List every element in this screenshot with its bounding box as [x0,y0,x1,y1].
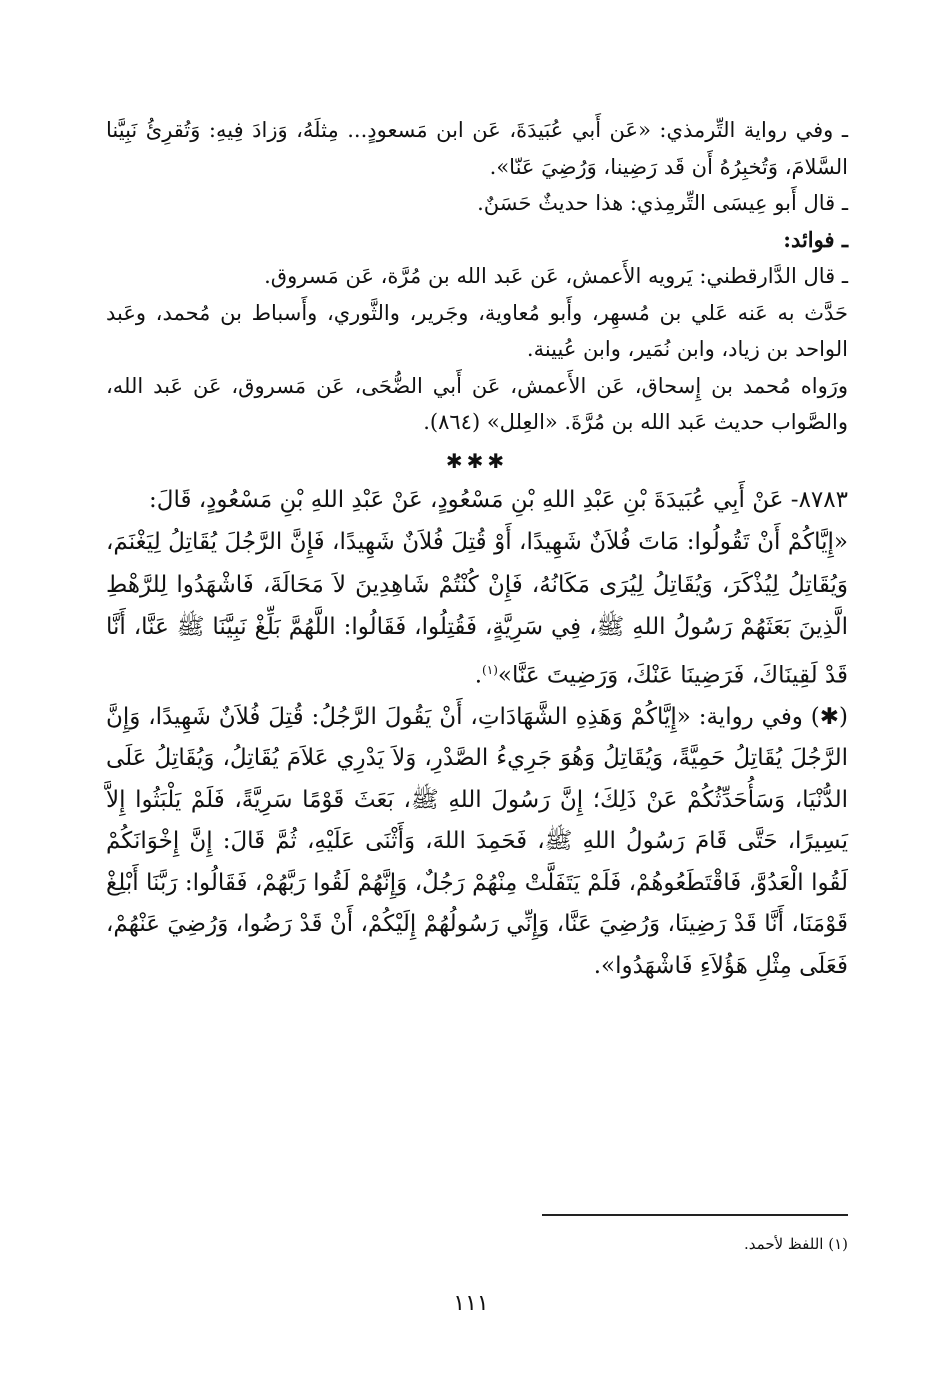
tirmidhi-narration: ـ وفي رواية التِّرمذي: «عَن أَبي عُبَيدَةَ، عَن ابن مَسعودٍ... مِثلَهُ، وَزادَ فِيهِ: وَتُقرِئُ نَبِيَّنا السَّلامَ، وَتُخبِرُهُ أَن قَد رَضِينا، وَرُضِيَ عَنّا». [106,118,848,179]
alternate-chain: ورَواه مُحمد بن إِسحاق، عَن الأَعمش، عَن أَبي الضُّحَى، عَن مَسروق، عَن عَبد الله، والصَّواب حديث عَبد الله بن مُرَّةَ. «العِلل» (٨٦٤). [106,373,848,434]
daraqutni-statement: ـ قال الدَّارقطني: يَرويه الأَعمش، عَن عَبد الله بن مُرَّة، عَن مَسروق. [264,264,848,288]
narrators-list: حَدَّث به عَنه عَلي بن مُسهِر، وأَبو مُعاوية، وجَرير، والثَّوري، وأَسباط بن مُحمد، وعَبد الواحد بن زياد، وابن نُمَير، وابن عُيينة. [106,300,848,361]
fawaid-heading: ـ فوائد: [783,226,848,252]
footnote: (١) اللفظ لأحمد. [744,1235,848,1253]
section-separator: ✱✱✱ [445,448,509,473]
hadith-end: . [474,662,483,689]
page-number: ١١١ [453,1291,489,1316]
page-body [106,112,848,987]
tirmidhi-grading: ـ قال أَبو عِيسَى التِّرمِذي: هذا حديثٌ حَسَنٌ. [477,191,848,215]
hadith-intro: ٨٧٨٣- عَنْ أَبِي عُبَيدَةَ بْنِ عَبْدِ اللهِ بْنِ مَسْعُودٍ، عَنْ عَبْدِ اللهِ بْنِ مَسْعُودٍ، قَالَ: [148,486,848,513]
hadith-text [106,521,848,697]
hadith-body: «إِيَّاكُمْ أَنْ تَقُولُوا: مَاتَ فُلاَنٌ شَهِيدًا، أَوْ قُتِلَ فُلاَنٌ شَهِيدًا، فَإِنَّ الرَّجُلَ يُقَاتِلُ لِيَغْنَمَ، وَيُقَاتِلُ لِيُذْكَرَ، وَيُقَاتِلُ لِيُرَى مَكَانُهُ، فَإِنْ كُنْتُمْ شَاهِدِينَ لاَ مَحَالَةَ، فَاشْهَدُوا لِلرَّهْطِ الَّذِينَ بَعَثَهُمْ رَسُولُ اللهِ ﷺ، فِي سَرِيَّةٍ، فَقُتِلُوا، فَقَالُوا: اللَّهُمَّ بَلِّغْ نَبِيَّنَا ﷺ عَنَّا، أَنَّا قَدْ لَقِينَاكَ، فَرَضِينَا عَنْكَ، وَرَضِيتَ عَنَّا» [106,529,848,689]
other-narration: (✱) وفي رواية: «إِيَّاكُمْ وَهَذِهِ الشَّهَادَاتِ، أَنْ يَقُولَ الرَّجُلُ: قُتِلَ فُلاَنٌ شَهِيدًا، وَإِنَّ الرَّجُلَ يُقَاتِلُ حَمِيَّةً، وَيُقَاتِلُ وَهُوَ جَرِيءُ الصَّدْرِ، وَلاَ يَدْرِي عَلاَمَ يُقَاتِلُ، وَيُقَاتِلُ عَلَى الدُّنْيَا، وَسَأُحَدِّثُكُمْ عَنْ ذَلِكَ؛ إِنَّ رَسُولَ اللهِ ﷺ، بَعَثَ قَوْمًا سَرِيَّةً، فَلَمْ يَلْبَثُوا إِلاَّ يَسِيرًا، حَتَّى قَامَ رَسُولُ اللهِ ﷺ، فَحَمِدَ اللهَ، وَأَثْنَى عَلَيْهِ، ثُمَّ قَالَ: إِنَّ إِخْوَانَكُمْ لَقُوا الْعَدُوَّ، فَاقْتَطَعُوهُمْ، فَلَمْ يَتَفَلَّتْ مِنْهُمْ رَجُلٌ، وَإِنَّهُمْ لَقُوا رَبَّهُمْ، فَقَالُوا: رَبَّنَا أَبْلِغْ قَوْمَنَا، أَنَّا قَدْ رَضِينَا، وَرُضِيَ عَنَّا، وَإِنِّي رَسُولُهُمْ إِلَيْكُمْ، أَنْ قَدْ رَضُوا، وَرُضِيَ عَنْهُمْ، فَعَلَى مِثْلِ هَؤُلاَءِ فَاشْهَدُوا». [106,703,848,979]
footnote-marker: (١) [482,662,498,677]
footnote-divider [542,1214,848,1216]
